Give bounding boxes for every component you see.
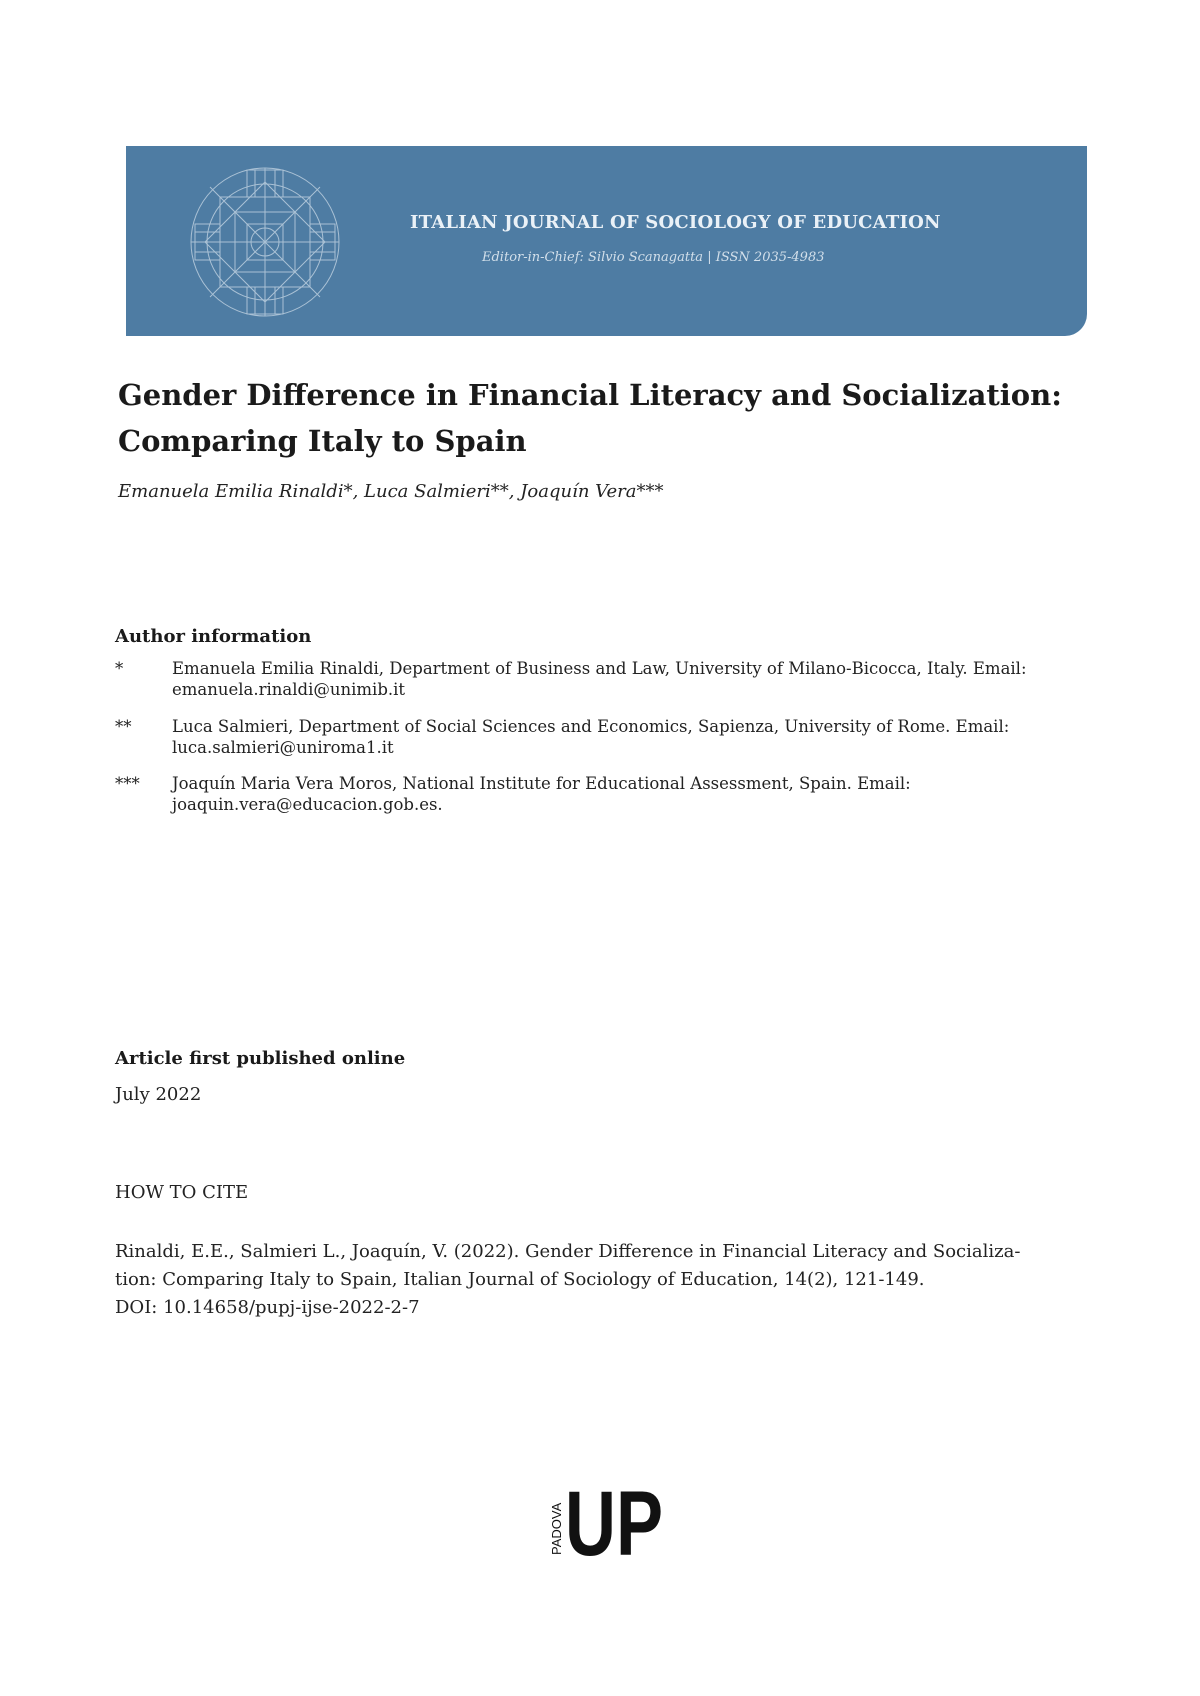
affiliation-mark: *** (115, 774, 140, 793)
affiliation-mark: ** (115, 717, 132, 736)
affiliation-item (115, 773, 1090, 815)
geometric-emblem-icon (180, 152, 350, 332)
affiliation-text: Joaquín Maria Vera Moros, National Institute for Educational Assessment, Spain. Email: joaquin.vera@educacion.gob.es. (172, 774, 911, 814)
author-information-heading: Author information (115, 626, 312, 647)
citation-line: Rinaldi, E.E., Salmieri L., Joaquín, V. (2022). Gender Difference in Financial Literacy and Socializa- (115, 1241, 1021, 1262)
padova-up-logo (549, 1473, 669, 1575)
affiliation-item (115, 658, 1090, 700)
editor-issn-line: Editor-in-Chief: Silvio Scanagatta | ISSN 2035-4983 (482, 250, 825, 265)
citation-block (115, 1238, 1090, 1322)
citation-doi: DOI: 10.14658/pupj-ijse-2022-2-7 (115, 1297, 420, 1318)
article-title: Gender Difference in Financial Literacy and Socialization: Comparing Italy to Spain (118, 378, 1062, 458)
affiliation-text: Emanuela Emilia Rinaldi, Department of Business and Law, University of Milano-Bicocca, Italy. Email: emanuela.rinaldi@unimib.it (172, 659, 1027, 699)
journal-banner (126, 146, 1087, 336)
affiliation-text: Luca Salmieri, Department of Social Sciences and Economics, Sapienza, University of Rome. Email: luca.salmieri@uniroma1.it (172, 717, 1010, 757)
journal-name: ITALIAN JOURNAL OF SOCIOLOGY OF EDUCATION (410, 212, 941, 233)
logo-main-text: UP (565, 1473, 663, 1575)
affiliation-mark: * (115, 659, 124, 678)
author-list: Emanuela Emilia Rinaldi*, Luca Salmieri**, Joaquín Vera*** (118, 481, 664, 502)
how-to-cite-heading: HOW TO CITE (115, 1182, 249, 1203)
published-date: July 2022 (115, 1084, 202, 1105)
citation-line: tion: Comparing Italy to Spain, Italian Journal of Sociology of Education, 14(2), 121-149. (115, 1269, 925, 1290)
first-published-heading: Article first published online (115, 1048, 406, 1069)
affiliation-item (115, 716, 1090, 758)
logo-vertical-text: PADOVA (549, 1502, 564, 1555)
